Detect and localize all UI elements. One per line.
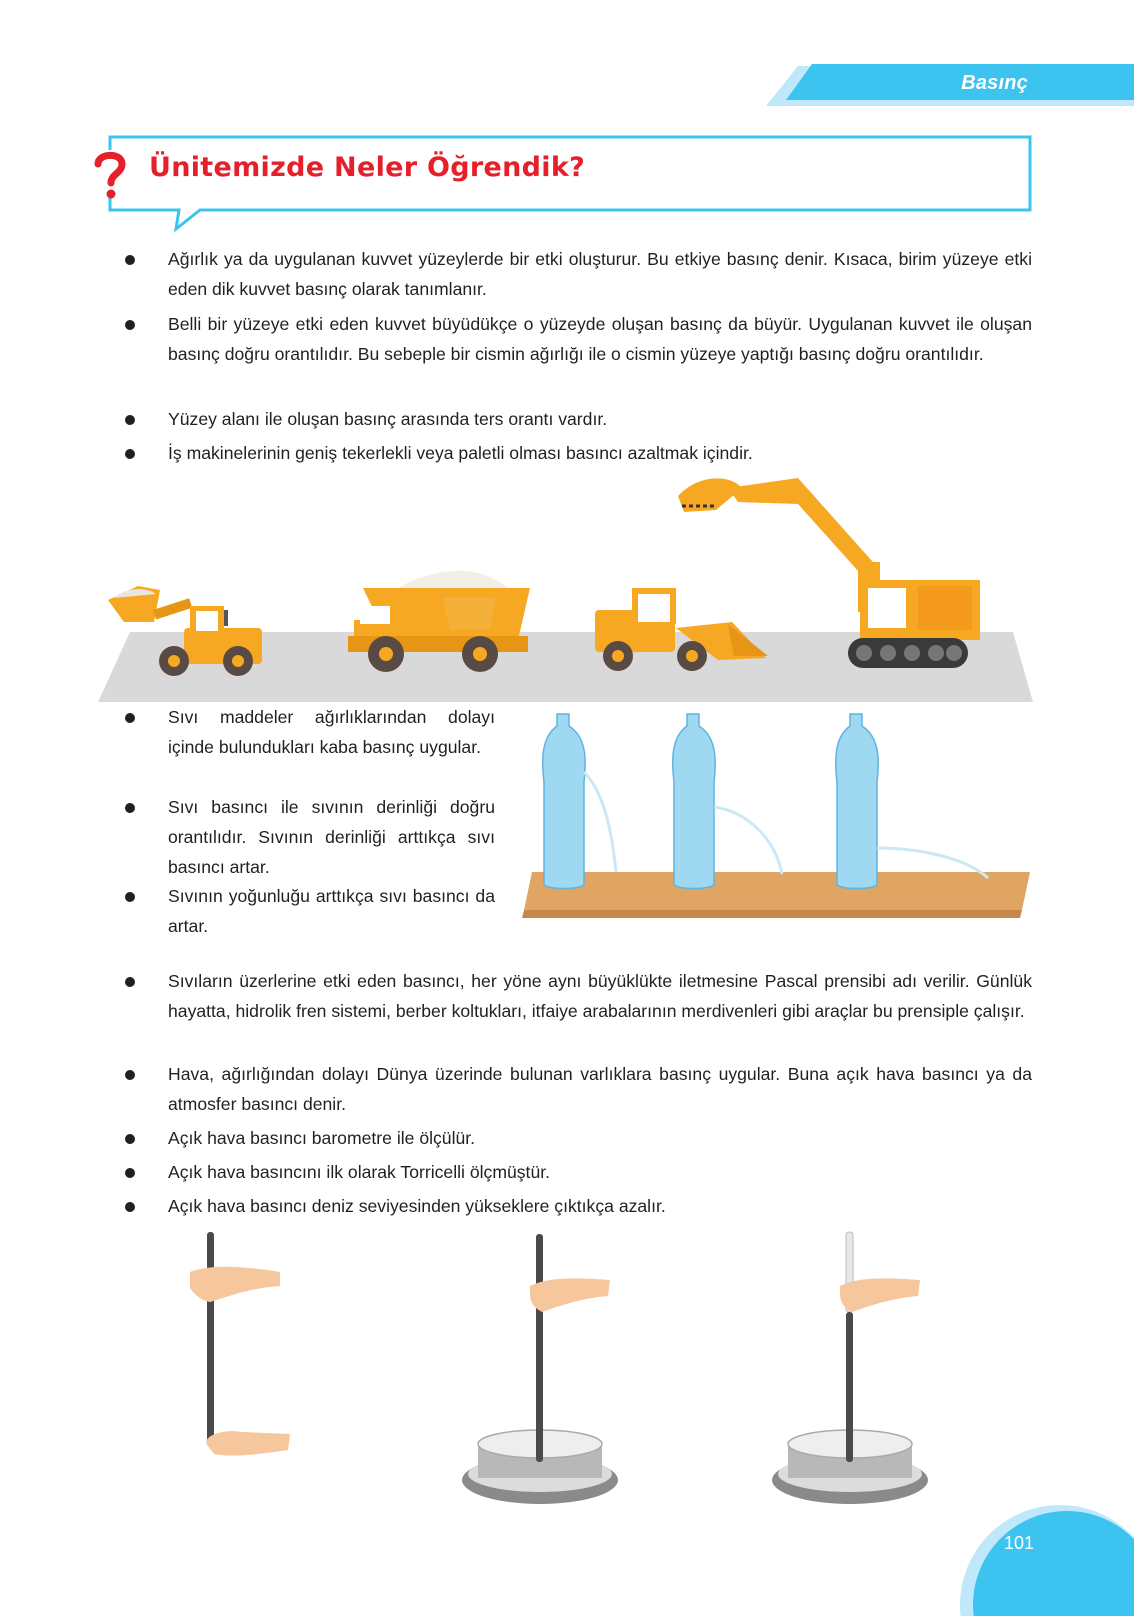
water-jet: [714, 807, 782, 874]
question-mark-icon: [93, 150, 127, 200]
construction-machines-illustration: [98, 460, 1033, 706]
list-item: Ağırlık ya da uygulanan kuvvet yüzeylerde bir etki oluşturur. Bu etkiye basınç denir. Kısaca, birim yüzeye etki eden dik kuvvet basınç olarak tanımlanır.: [128, 244, 1032, 304]
list-item: Sıvının yoğunluğu arttıkça sıvı basıncı da artar.: [128, 881, 495, 941]
list-item: Açık hava basıncı deniz seviyesinden yükseklere çıktıkça azalır.: [128, 1191, 1032, 1221]
list-item: Sıvıların üzerlerine etki eden basıncı, her yöne aynı büyüklükte iletmesine Pascal prensibi adı verilir. Günlük hayatta, hidrolik fren sistemi, berber koltukları, itfaiye arabalarının merdivenleri gibi araçlar bu prensiple çalışır.: [128, 966, 1032, 1026]
list-item: Hava, ağırlığından dolayı Dünya üzerinde bulunan varlıklara basınç uygular. Buna açık hava basıncı ya da atmosfer basıncı denir.: [128, 1059, 1032, 1119]
list-item: Açık hava basıncı barometre ile ölçülür.: [128, 1123, 1032, 1153]
bottle: [673, 714, 716, 889]
bottle: [543, 714, 586, 889]
header-title: Basınç: [961, 72, 1028, 94]
section-heading: Ünitemizde Neler Öğrendik?: [149, 152, 586, 183]
torricelli-experiment-illustration: [180, 1228, 940, 1510]
page-number-badge: [955, 1505, 1134, 1616]
list-item: Açık hava basıncını ilk olarak Torricelli ölçmüştür.: [128, 1157, 1032, 1187]
list-item: Sıvı basıncı ile sıvının derinliği doğru orantılıdır. Sıvının derinliği arttıkça sıvı basıncı artar.: [128, 792, 495, 882]
list-item: Belli bir yüzeye etki eden kuvvet büyüdükçe o yüzeyde oluşan basınç da büyür. Uygulanan kuvvet ile oluşan basınç doğru orantılıdır. Bu sebeple bir cismin ağırlığı ile o cismin yüzeye yaptığı basınç doğru orantılıdır.: [128, 309, 1032, 369]
tube-filled: [190, 1232, 290, 1456]
list-item: Yüzey alanı ile oluşan basınç arasında ters orantı vardır.: [128, 404, 1032, 434]
water-bottles-illustration: [520, 712, 1032, 922]
list-item: Sıvı maddeler ağırlıklarından dolayı içinde bulundukları kaba basınç uygular.: [128, 702, 495, 762]
bulldozer: [595, 588, 768, 671]
wooden-board: [524, 872, 1030, 910]
heading-box: [0, 0, 1134, 240]
tube-in-dish: [462, 1234, 618, 1504]
page-number: 101: [1004, 1533, 1035, 1553]
bottle: [836, 714, 879, 889]
list-item: İş makinelerinin geniş tekerlekli veya paletli olması basıncı azaltmak içindir.: [128, 438, 1032, 468]
water-jet: [584, 772, 616, 872]
tube-mercury-column: [772, 1232, 928, 1504]
